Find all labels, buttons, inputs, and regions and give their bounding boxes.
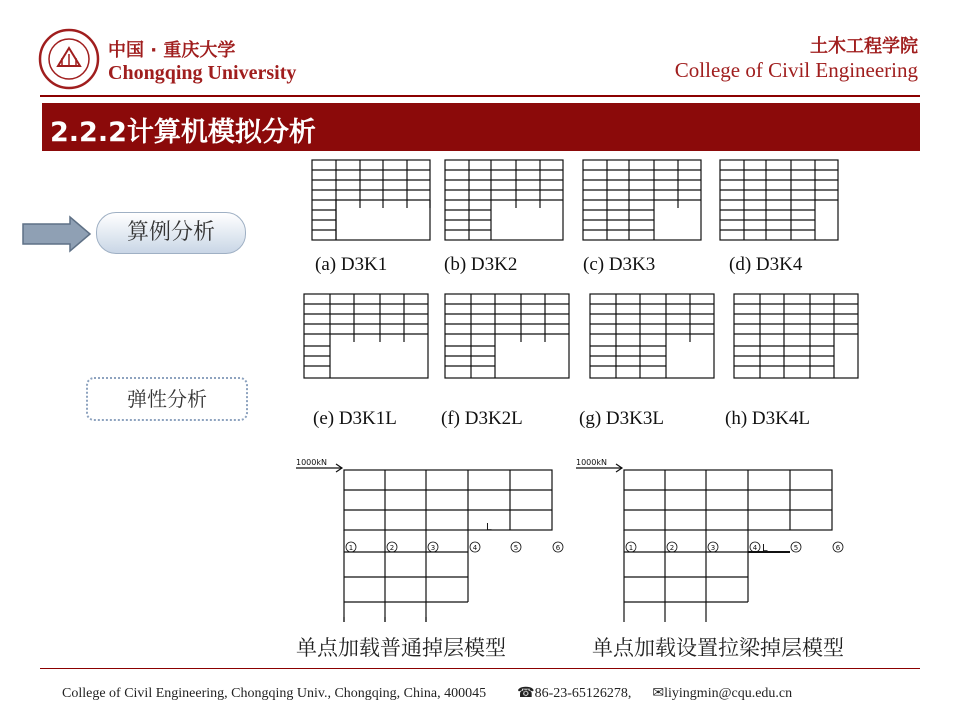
axis-number-right-6: 6 xyxy=(835,544,841,552)
nav-example-analysis-button[interactable]: 算例分析 xyxy=(96,212,246,254)
caption-normal-model: 单点加载普通掉层模型 xyxy=(296,636,506,660)
frame-diagram-c xyxy=(583,160,701,240)
loaded-frame-model-left xyxy=(290,452,580,632)
load-label-left: 1000kN xyxy=(296,458,327,467)
caption-d: (d) D3K4 xyxy=(729,254,803,275)
frame-diagrams-row2 xyxy=(300,292,870,382)
university-name-cn: 中国 · 重庆大学 xyxy=(108,40,236,61)
phone-icon: ☎ xyxy=(517,686,535,701)
frame-diagram-g xyxy=(590,294,714,378)
load-label-right: 1000kN xyxy=(576,458,607,467)
caption-g: (g) D3K3L xyxy=(579,408,664,429)
college-name-en: College of Civil Engineering xyxy=(674,58,918,82)
axis-number-left-5: 5 xyxy=(513,544,519,552)
slide-title: 2.2.2计算机模拟分析 xyxy=(50,117,316,148)
footer-email[interactable]: liyingmin@cqu.edu.cn xyxy=(664,686,793,701)
frame-diagram-d xyxy=(720,160,838,240)
axis-number-right-3: 3 xyxy=(710,544,716,552)
caption-b: (b) D3K2 xyxy=(444,254,518,275)
caption-a: (a) D3K1 xyxy=(315,254,388,275)
axis-number-right-2: 2 xyxy=(669,544,675,552)
caption-tie-beam-model: 单点加载设置拉梁掉层模型 xyxy=(592,636,844,660)
caption-e: (e) D3K1L xyxy=(313,408,397,429)
footer-contact xyxy=(62,685,792,702)
caption-c: (c) D3K3 xyxy=(583,254,656,275)
axis-number-left-1: 1 xyxy=(348,544,354,552)
frame-diagrams-row1 xyxy=(300,158,860,248)
mail-icon: ✉ xyxy=(652,686,665,701)
loaded-frame-model-right xyxy=(570,452,860,632)
university-seal-logo xyxy=(38,28,100,90)
frame-diagram-b xyxy=(445,160,563,240)
frame-diagram-a xyxy=(312,160,430,240)
axis-number-left-6: 6 xyxy=(555,544,561,552)
caption-f: (f) D3K2L xyxy=(441,408,523,429)
footer-divider xyxy=(40,668,920,669)
header-divider xyxy=(40,95,920,97)
frame-diagram-e xyxy=(304,294,428,378)
axis-number-left-2: 2 xyxy=(389,544,395,552)
footer-address: College of Civil Engineering, Chongqing Univ., Chongqing, China, 400045 xyxy=(62,686,487,701)
frame-diagram-h xyxy=(734,294,858,378)
axis-number-left-3: 3 xyxy=(430,544,436,552)
arrow-right-icon xyxy=(22,216,92,252)
axis-number-right-1: 1 xyxy=(628,544,634,552)
span-label-right: L xyxy=(762,543,768,554)
college-name-cn: 土木工程学院 xyxy=(810,36,918,57)
footer-phone: 86-23-65126278, xyxy=(534,686,632,701)
axis-number-right-5: 5 xyxy=(793,544,799,552)
axis-number-right-4: 4 xyxy=(752,544,758,552)
university-name-en: Chongqing University xyxy=(108,62,297,84)
axis-number-left-4: 4 xyxy=(472,544,478,552)
caption-h: (h) D3K4L xyxy=(725,408,810,429)
nav-elastic-analysis-button[interactable]: 弹性分析 xyxy=(86,377,248,421)
span-label-left: L xyxy=(486,522,492,533)
frame-diagram-f xyxy=(445,294,569,378)
